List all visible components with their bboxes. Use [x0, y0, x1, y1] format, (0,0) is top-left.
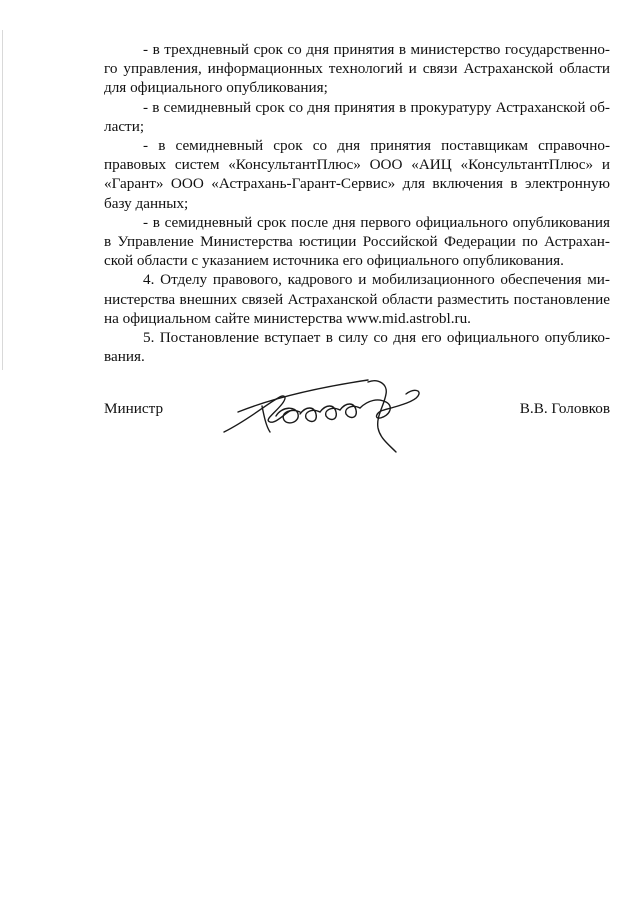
paragraph-publication-ministry: - в трехдневный срок со дня принятия в министерство государственно-го управления, информационных технологий и связи Астраханской области для официального опубликования; — [104, 41, 610, 97]
signature-block — [104, 396, 610, 466]
signatory-title: Министр — [104, 400, 164, 417]
paragraph-item-5: 5. Постановление вступает в силу со дня его официального опублико-вания. — [104, 329, 610, 366]
paragraph-justice-ministry: - в семидневный срок после дня первого официального опубликования в Управление Министерства юстиции Российской Федерации по Астрахан-ской области с указанием источника его официального опубликования. — [104, 213, 610, 270]
document-body — [104, 40, 610, 366]
signatory-name: В.В. Головков — [519, 400, 610, 417]
paragraph-legal-systems: - в семидневный срок со дня принятия поставщикам справочно-правовых систем «КонсультантПлюс» ООО «АИЦ «КонсультантПлюс» и «Гарант» ООО «Астрахань-Гарант-Сервис» для включения в электронную базу данных; — [104, 137, 610, 212]
handwritten-signature — [218, 376, 428, 456]
paragraph-prosecutor: - в семидневный срок со дня принятия в прокуратуру Астраханской об-ласти; — [104, 98, 610, 135]
paragraph-item-4: 4. Отделу правового, кадрового и мобилизационного обеспечения ми-нистерства внешних связей Астраханской области разместить постановление на официальном сайте министерства www.mid.astrobl.ru. — [104, 271, 610, 327]
scan-margin-line — [2, 30, 3, 370]
